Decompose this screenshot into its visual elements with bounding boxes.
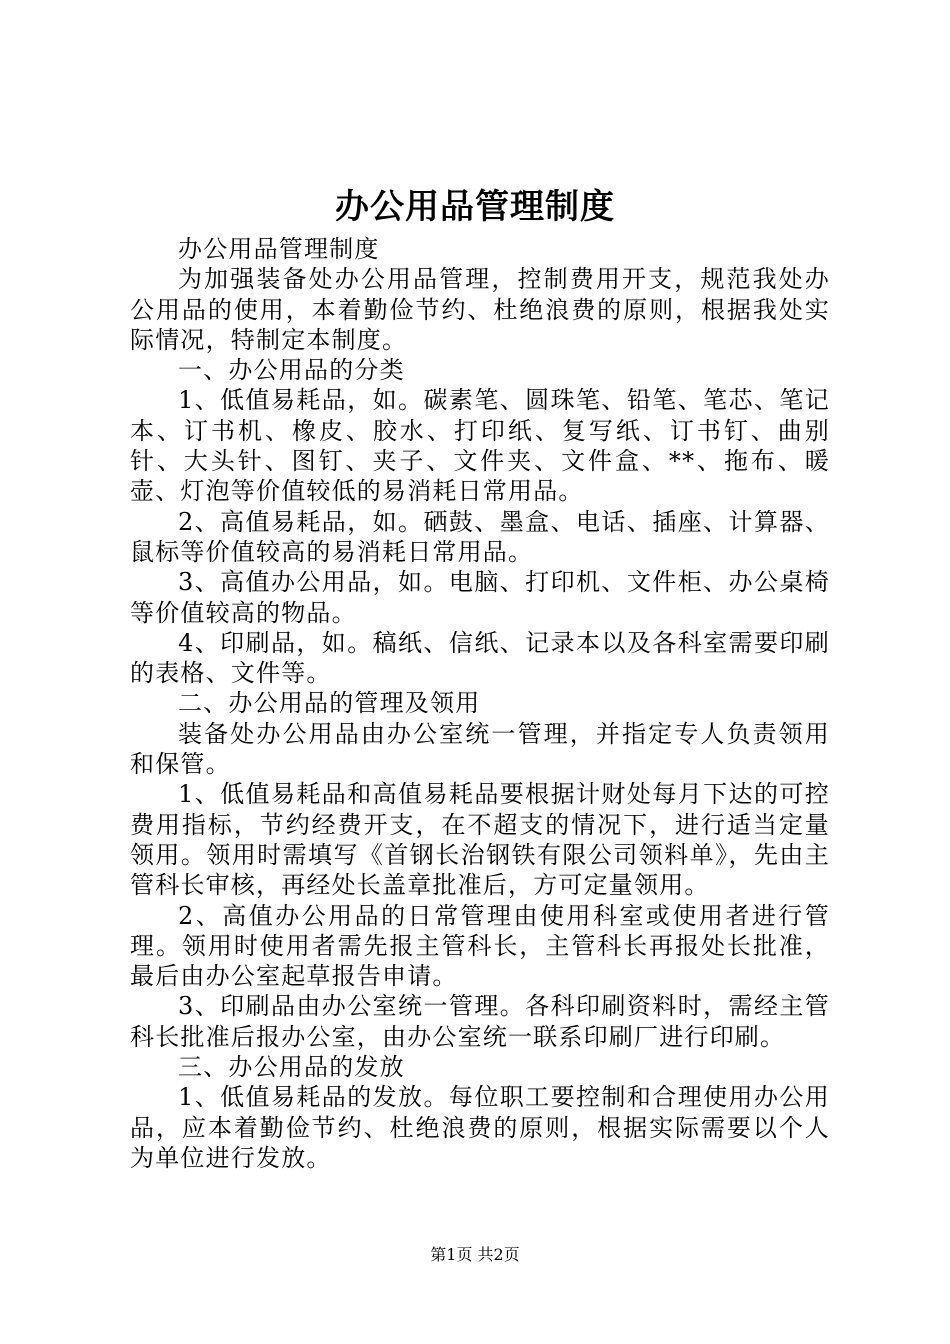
section-heading-classification: 一、办公用品的分类	[178, 356, 405, 385]
paragraph-intro: 为加强装备处办公用品管理，控制费用开支，规范我处办公用品的使用，本着勤俭节约、杜绝浪费的原则，根据我处实际情况，特制定本制度。	[130, 265, 830, 354]
paragraph-consumables-distribution: 1、低值易耗品的发放。每位职工要控制和合理使用办公用品，应本着勤俭节约、杜绝浪费的原则，根据实际需要以个人为单位进行发放。	[130, 1083, 830, 1172]
document-body	[130, 234, 830, 1173]
paragraph-high-value-management: 2、高值办公用品的日常管理由使用科室或使用者进行管理。领用时使用者需先报主管科长，主管科长再报处长批准，最后由办公室起草报告申请。	[130, 901, 830, 991]
paragraph-high-value-office-supplies: 3、高值办公用品，如。电脑、打印机、文件柜、办公桌椅等价值较高的物品。	[130, 568, 830, 627]
paragraph-management-overview: 装备处办公用品由办公室统一管理，并指定专人负责领用和保管。	[130, 719, 830, 779]
section-heading-management: 二、办公用品的管理及领用	[178, 689, 481, 718]
paragraph-subtitle: 办公用品管理制度	[178, 235, 380, 263]
section-heading-distribution: 三、办公用品的发放	[178, 1053, 405, 1082]
document-title: 办公用品管理制度	[335, 187, 615, 227]
paragraph-low-value-consumables: 1、低值易耗品，如。碳素笔、圆珠笔、铅笔、笔芯、笔记本、订书机、橡皮、胶水、打印纸、复写纸、订书钉、曲别针、大头针、图钉、夹子、文件夹、文件盒、**、拖布、暖壶、灯泡等价值较低的易消耗日常用品。	[130, 386, 830, 506]
paragraph-printed-matter: 4、印刷品，如。稿纸、信纸、记录本以及各科室需要印刷的表格、文件等。	[130, 628, 830, 688]
paragraph-high-value-consumables: 2、高值易耗品，如。硒鼓、墨盒、电话、插座、计算器、鼠标等价值较高的易消耗日常用品。	[130, 507, 830, 566]
paragraph-consumables-requisition: 1、低值易耗品和高值易耗品要根据计财处每月下达的可控费用指标，节约经费开支，在不超支的情况下，进行适当定量领用。领用时需填写《首钢长治钢铁有限公司领料单》，先由主管科长审核，再经处长盖章批准后，方可定量领用。	[130, 780, 830, 900]
page-footer: 第1页 共2页	[430, 1245, 520, 1264]
paragraph-printing-management: 3、印刷品由办公室统一管理。各科印刷资料时，需经主管科长批准后报办公室，由办公室统一联系印刷厂进行印刷。	[130, 992, 830, 1051]
